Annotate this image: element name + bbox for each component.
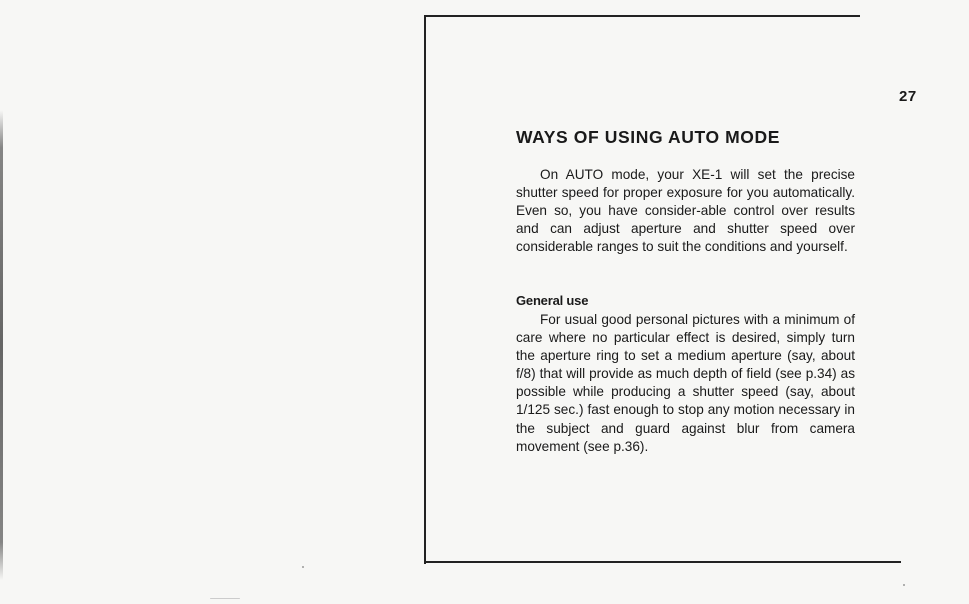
section-heading: WAYS OF USING AUTO MODE xyxy=(516,127,781,147)
subsection-title: General use xyxy=(516,293,589,308)
page-frame xyxy=(424,15,860,564)
scan-speck xyxy=(903,584,905,586)
scan-speck xyxy=(302,566,304,568)
intro-paragraph: On AUTO mode, your XE-1 will set the precise shutter speed for proper exposure for you automatically. Even so, you have consider-able control over results and can adjust aperture and shutter speed over considerable ranges to suit the conditions and yourself. xyxy=(516,167,855,255)
page-frame-bottom-rule xyxy=(424,561,901,563)
general-use-paragraph: For usual good personal pictures with a minimum of care where no particular effect is desired, simply turn the aperture ring to set a medium aperture (say, about f/8) that will provide as much depth of field (see p.34) as possible while producing a shutter speed (say, about 1/125 sec.) fast enough to stop any motion necessary in the subject and guard against blur from camera movement (see p.36). xyxy=(516,312,855,454)
page-binding-shadow xyxy=(0,110,3,580)
scan-speck xyxy=(210,598,240,599)
page-number: 27 xyxy=(899,88,917,105)
